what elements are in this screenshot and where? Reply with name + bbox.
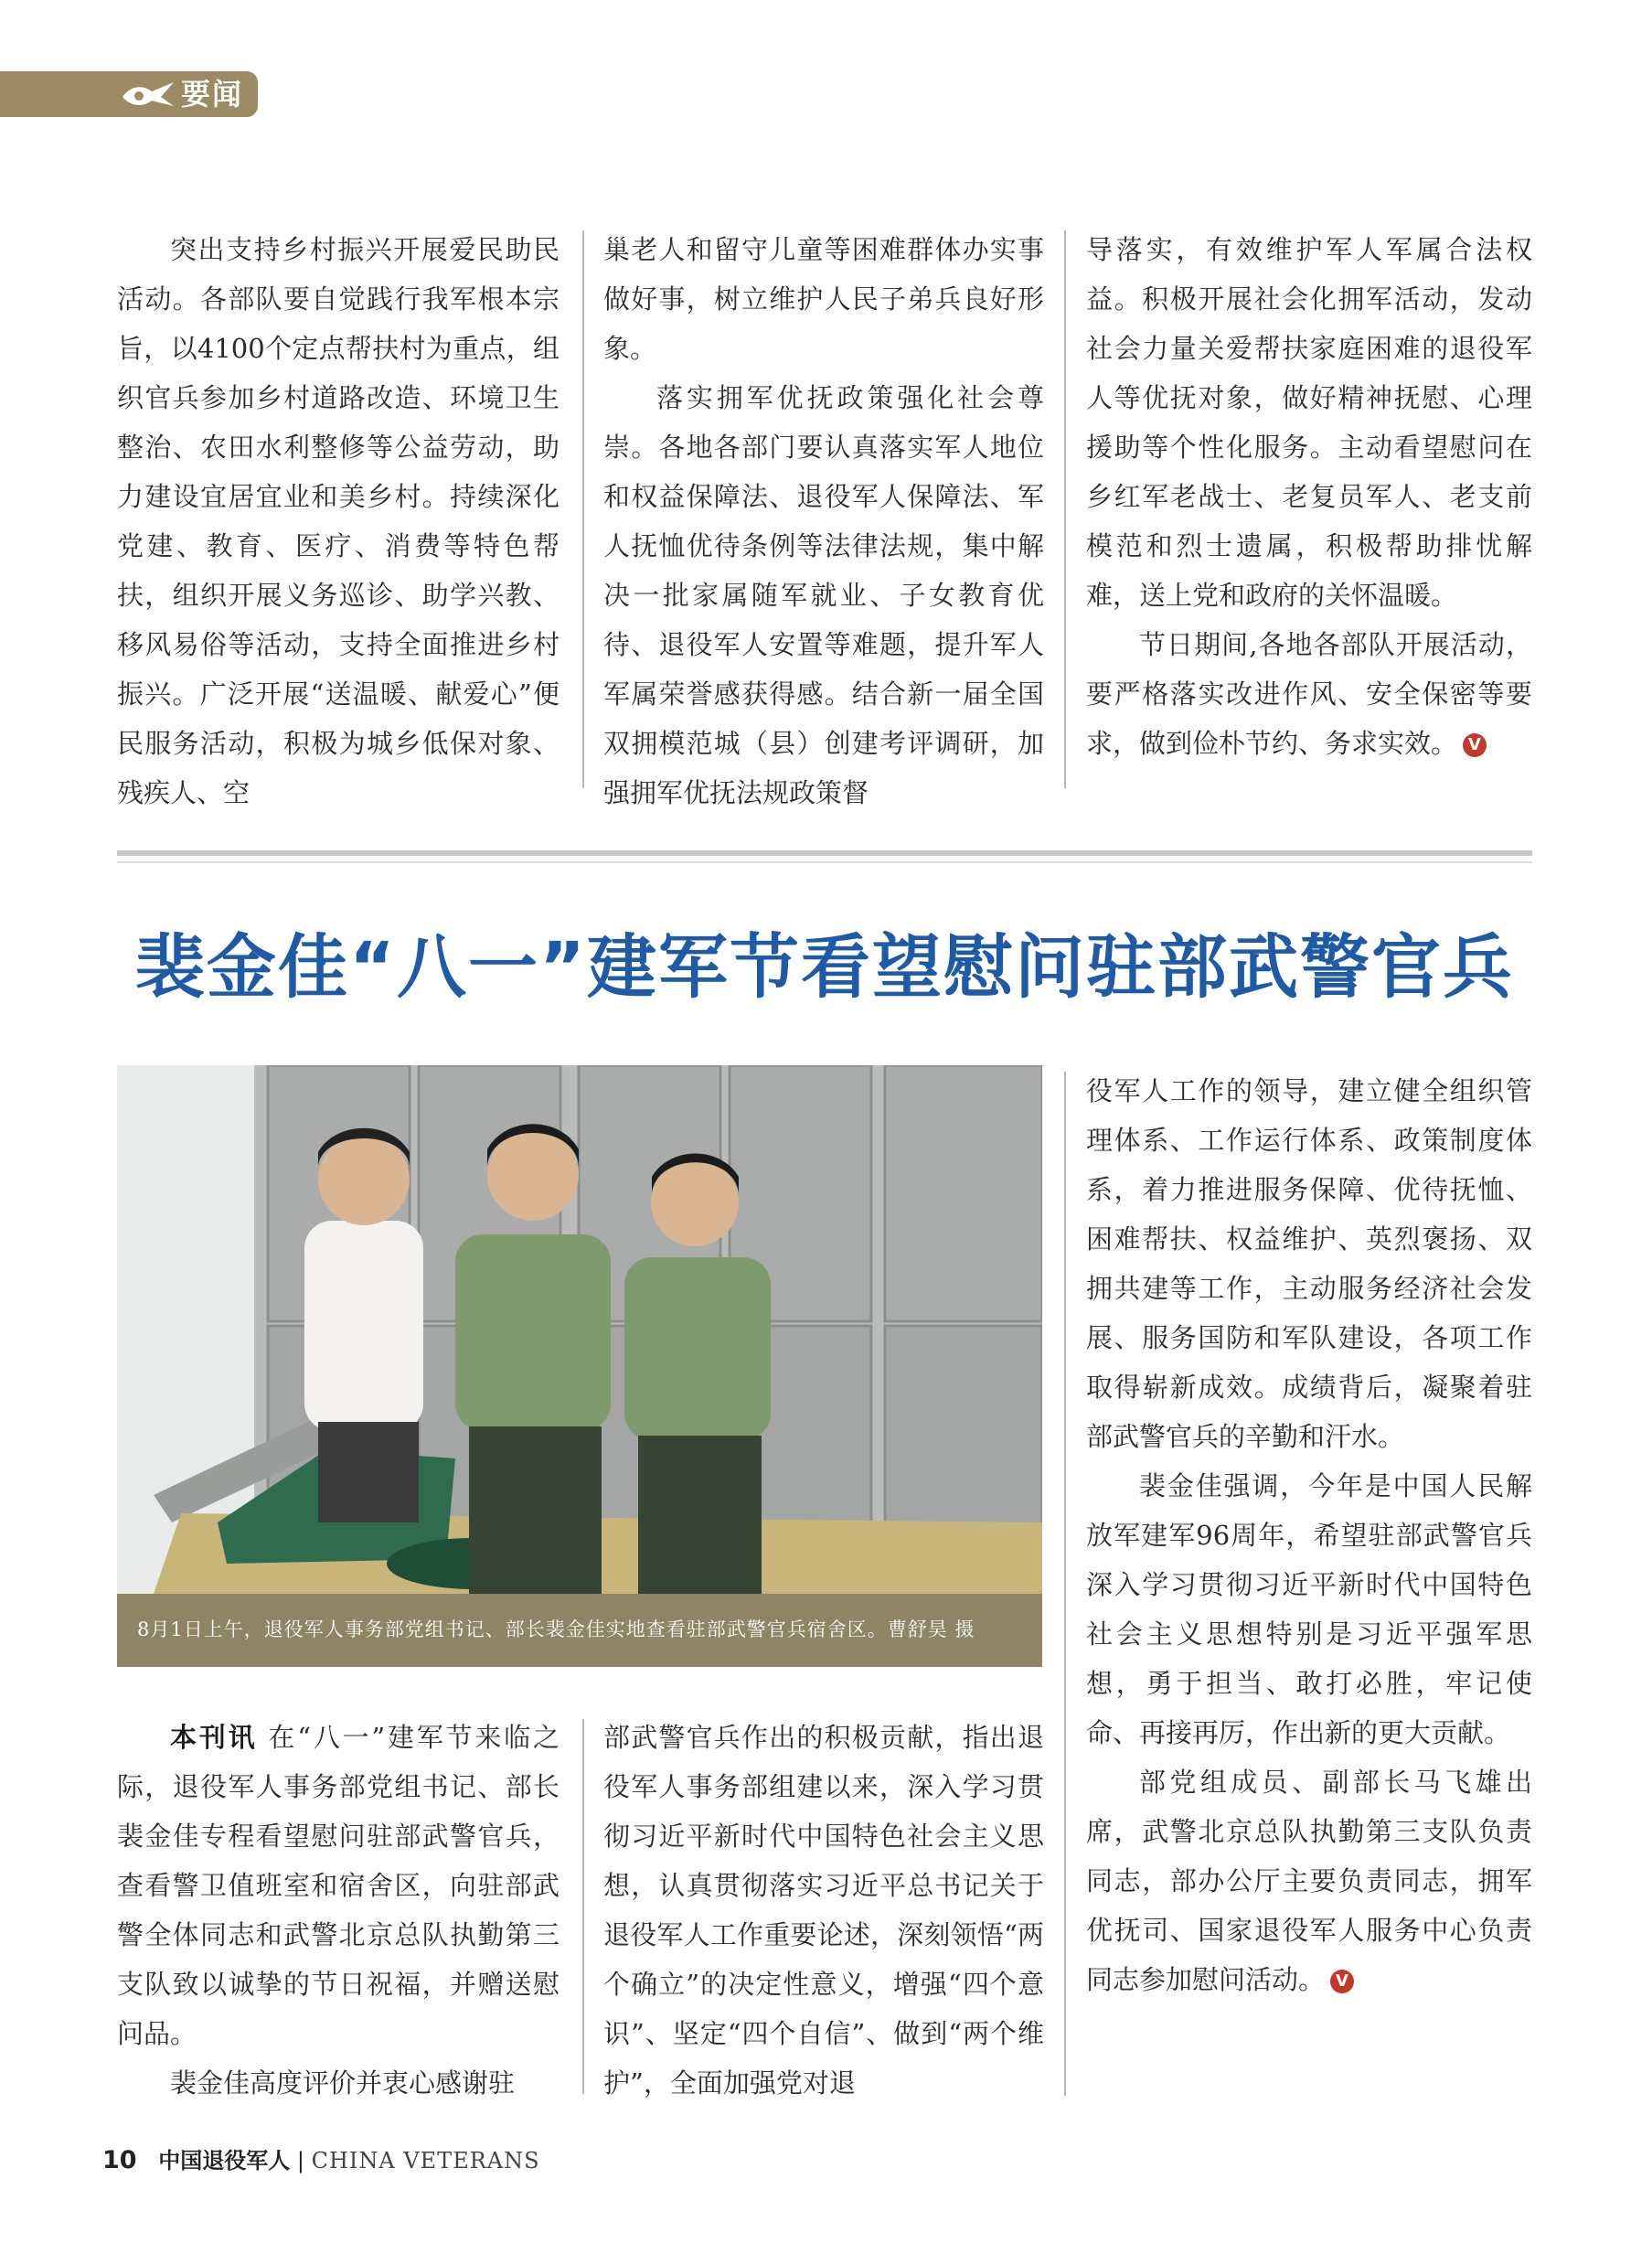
paragraph-text: 部党组成员、副部长马飞雄出席，武警北京总队执勤第三支队负责同志，部办公厅主要负责同志，拥军优抚司、国家退役军人服务中心负责同志参加慰问活动。 [1086, 1767, 1532, 1995]
paragraph-text: 在“八一”建军节来临之际，退役军人事务部党组书记、部长裴金佳专程看望慰问驻部武警官兵，查看警卫值班室和宿舍区，向驻部武警全体同志和武警北京总队执勤第三支队致以诚挚的节日祝福，并赠送慰问品。 [117, 1722, 560, 2049]
page-number: 10 [102, 2146, 137, 2174]
veterans-logo-icon [121, 77, 176, 112]
page-footer [102, 2144, 540, 2177]
top-article-column-1 [117, 225, 560, 817]
section-separator [117, 850, 1532, 856]
article-photo [117, 1065, 1042, 1594]
magazine-title: 中国退役军人 [158, 2148, 291, 2174]
section-separator-thin [117, 861, 1532, 863]
paragraph: 部武警官兵作出的积极贡献，指出退役军人事务部组建以来，深入学习贯彻习近平新时代中国特色社会主义思想，认真贯彻落实习近平总书记关于退役军人工作重要论述，深刻领悟“两个确立”的决定性意义，增强“四个意识”、坚定“四个自信”、做到“两个维护”，全面加强党对退 [603, 1722, 1044, 2099]
article-headline: 裴金佳“八一”建军节看望慰问驻部武警官兵 [135, 926, 1514, 1008]
main-article-column-1 [117, 1713, 560, 2108]
paragraph: 役军人工作的领导，建立健全组织管理体系、工作运行体系、政策制度体系，着力推进服务保障、优待抚恤、困难帮扶、权益维护、英烈褒扬、双拥共建等工作，主动服务经济社会发展、服务国防和军队建设，各项工作取得崭新成效。成绩背后，凝聚着驻部武警官兵的辛勤和汗水。 [1086, 1075, 1532, 1452]
paragraph [1086, 1757, 1532, 2004]
paragraph [1086, 620, 1532, 768]
paragraph: 落实拥军优抚政策强化社会尊崇。各地各部门要认真落实军人地位和权益保障法、退役军人保障法、军人抚恤优待条例等法律法规，集中解决一批家属随军就业、子女教育优待、退役军人安置等难题，提升军人军属荣誉感获得感。结合新一届全国双拥模范城（县）创建考评调研，加强拥军优抚法规政策督 [603, 382, 1044, 808]
column-divider [1064, 230, 1066, 788]
column-divider [582, 230, 584, 788]
column-divider [1064, 1072, 1066, 2096]
photo-caption: 8月1日上午，退役军人事务部党组书记、部长裴金佳实地查看驻部武警官兵宿舍区。曹舒昊 摄 [137, 1618, 975, 1640]
section-label: 要闻 [181, 77, 244, 112]
paragraph-text: 节日期间,各地各部队开展活动，要严格落实改进作风、安全保密等要求，做到俭朴节约、务求实效。 [1086, 629, 1532, 759]
paragraph: 巢老人和留守儿童等困难群体办实事做好事，树立维护人民子弟兵良好形象。 [603, 234, 1044, 364]
article-lead: 本刊讯 [170, 1722, 258, 1753]
end-mark-icon: V [1330, 1970, 1354, 1993]
paragraph: 导落实，有效维护军人军属合法权益。积极开展社会化拥军活动，发动社会力量关爱帮扶家庭困难的退役军人等优抚对象，做好精神抚慰、心理援助等个性化服务。主动看望慰问在乡红军老战士、老复员军人、老支前模范和烈士遗属，积极帮助排忧解难，送上党和政府的关怀温暖。 [1086, 234, 1532, 611]
paragraph: 裴金佳高度评价并衷心感谢驻 [170, 2067, 516, 2099]
top-article-column-3 [1086, 225, 1532, 768]
footer-separator: | [296, 2148, 304, 2174]
magazine-english-title: CHINA VETERANS [311, 2148, 540, 2174]
photo-illustration [117, 1065, 1042, 1594]
top-article-column-2 [603, 225, 1044, 817]
paragraph: 突出支持乡村振兴开展爱民助民活动。各部队要自觉践行我军根本宗旨，以4100个定点帮扶村为重点，组织官兵参加乡村道路改造、环境卫生整治、农田水利整修等公益劳动，助力建设宜居宜业和美乡村。持续深化党建、教育、医疗、消费等特色帮扶，组织开展义务巡诊、助学兴教、移风易俗等活动，支持全面推进乡村振兴。广泛开展“送温暖、献爱心”便民服务活动，积极为城乡低保对象、残疾人、空 [117, 234, 560, 808]
main-article-column-3 [1086, 1066, 1532, 2004]
paragraph [117, 1713, 560, 2058]
main-article-column-2 [603, 1713, 1044, 2108]
column-divider [582, 1719, 584, 2094]
paragraph: 裴金佳强调，今年是中国人民解放军建军96周年，希望驻部武警官兵深入学习贯彻习近平新时代中国特色社会主义思想特别是习近平强军思想，勇于担当、敢打必胜，牢记使命、再接再厉，作出新的更大贡献。 [1086, 1470, 1532, 1748]
end-mark-icon: V [1463, 733, 1487, 757]
